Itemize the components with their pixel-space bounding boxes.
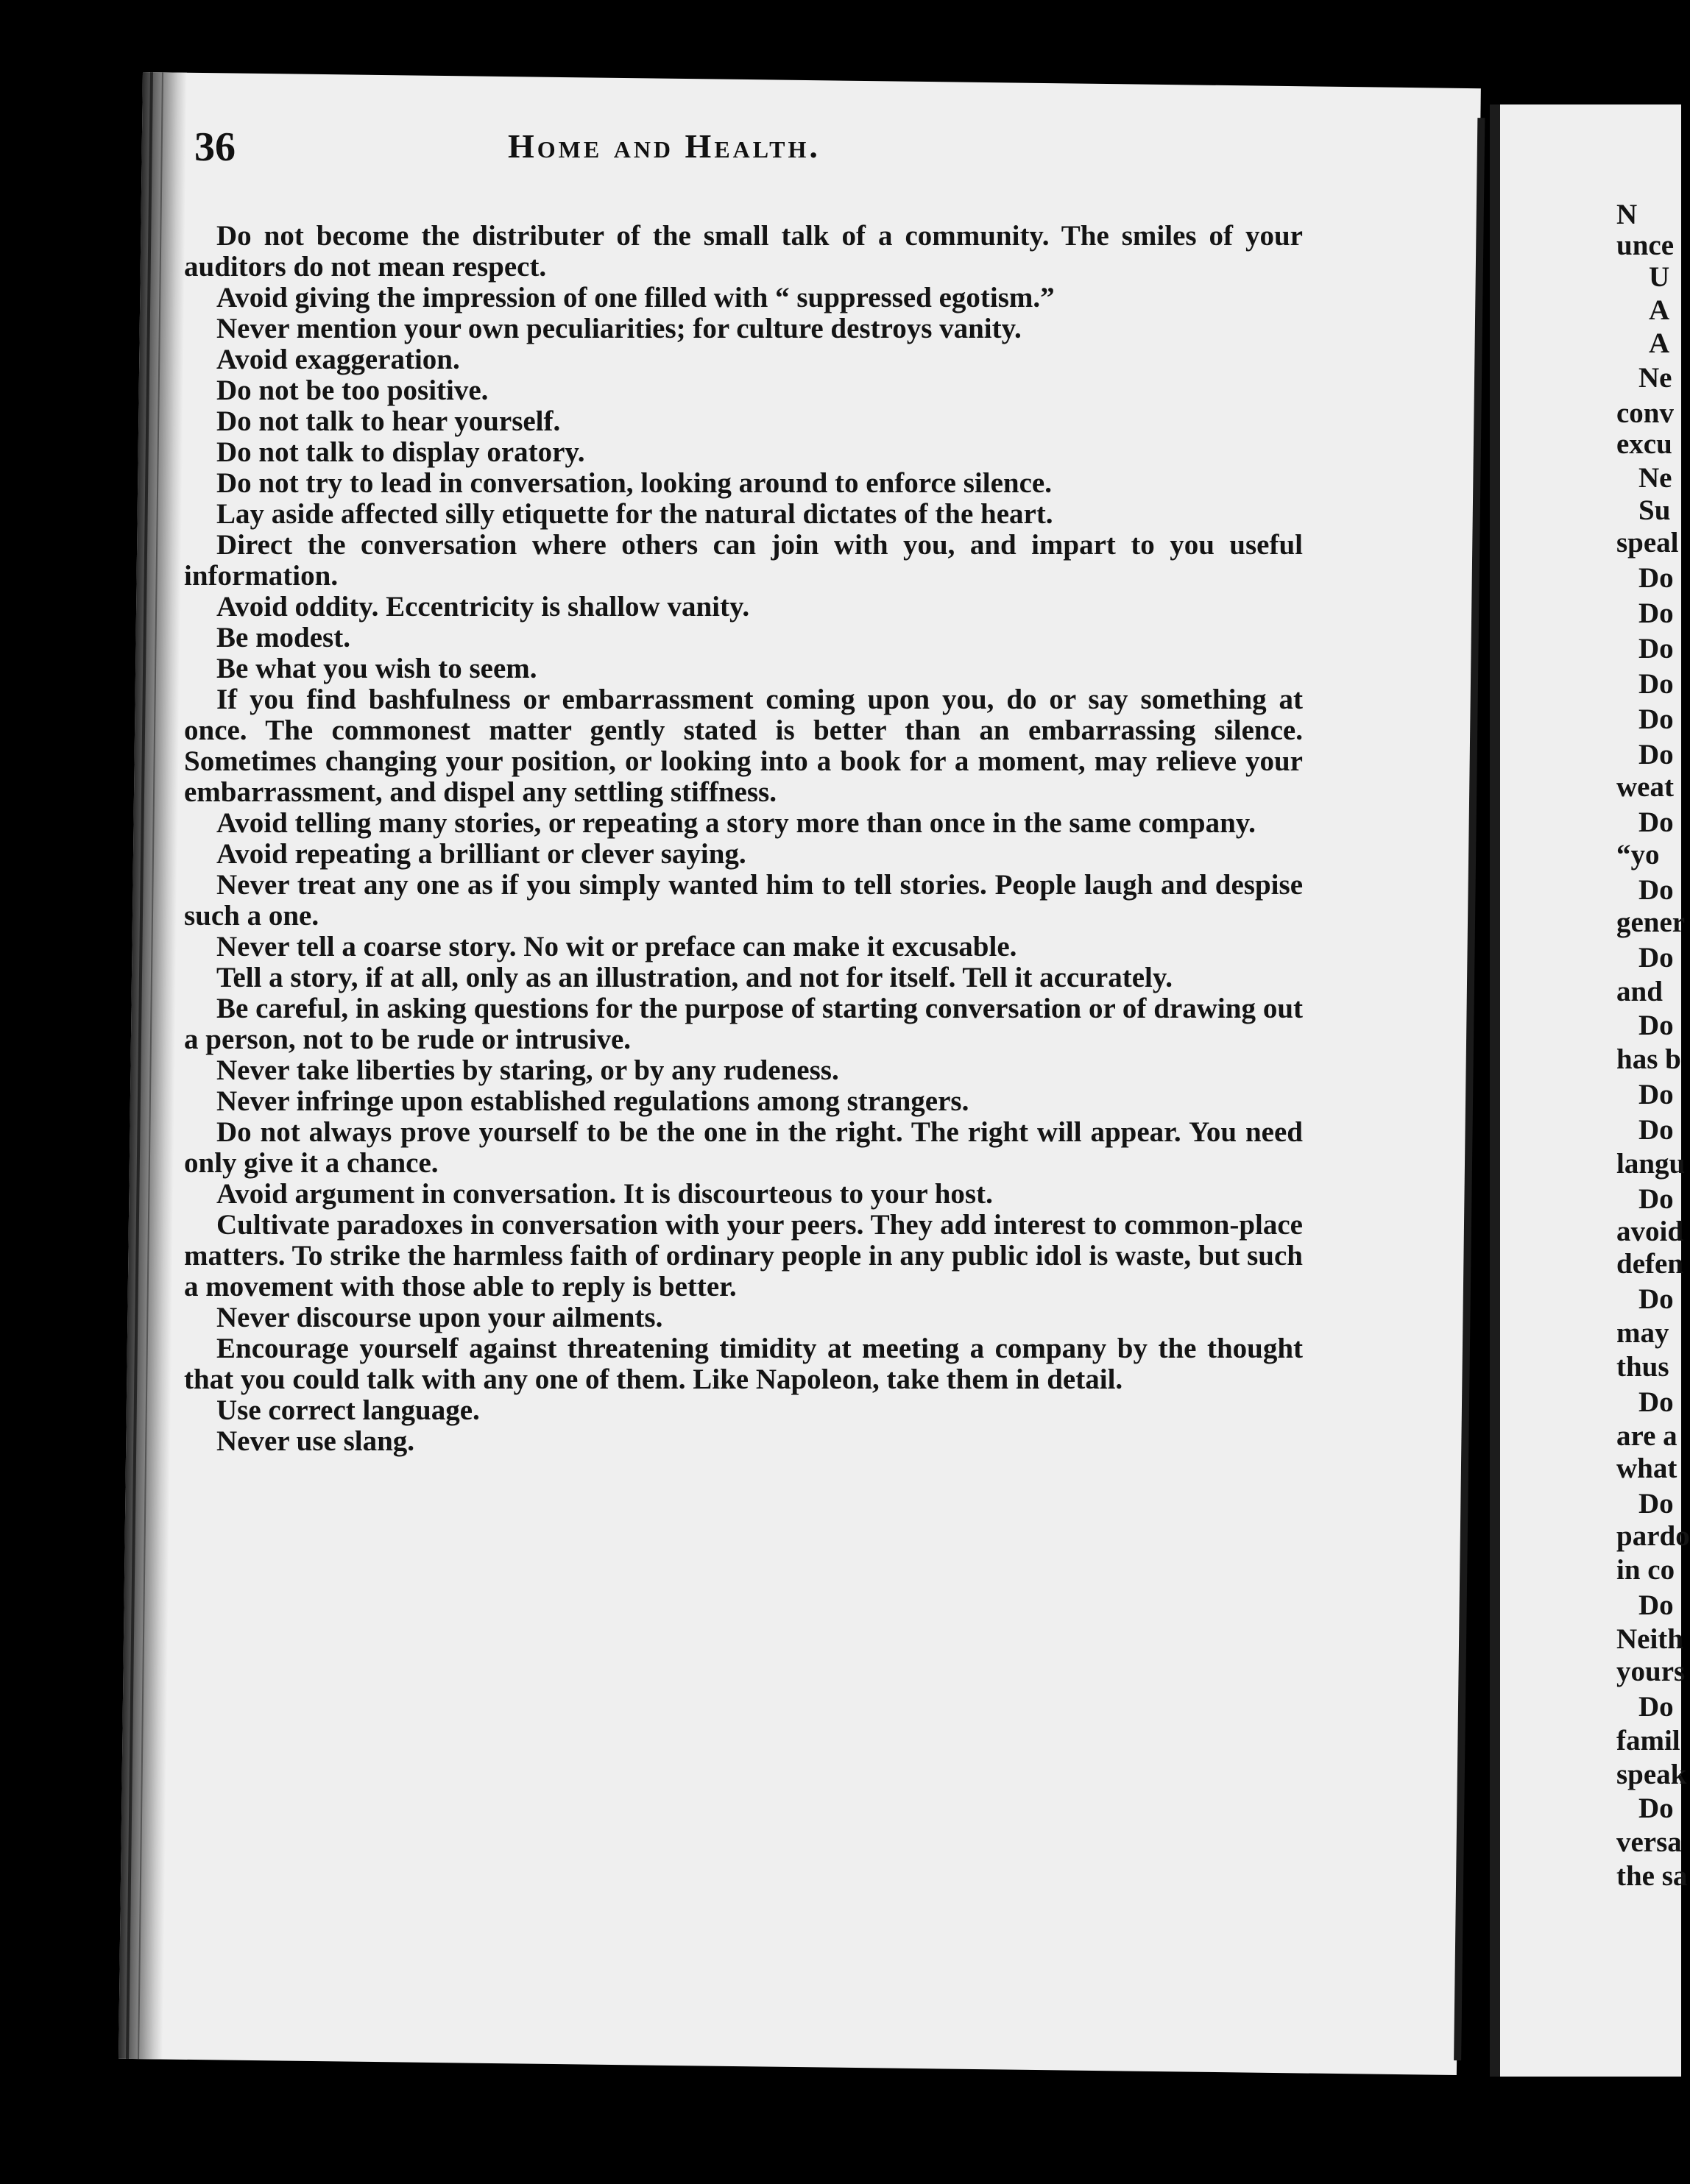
facing-page-line: and xyxy=(1616,976,1663,1007)
facing-page-line: avoid xyxy=(1616,1216,1684,1247)
facing-page-line: famil xyxy=(1616,1725,1680,1756)
body-text xyxy=(184,221,1303,1457)
facing-page-line: A xyxy=(1649,294,1670,326)
paragraph: Never tell a coarse story. No wit or preface can make it excusable. xyxy=(216,931,1017,962)
paragraph: Do not talk to hear yourself. xyxy=(216,405,561,437)
facing-page-line: Do xyxy=(1638,1488,1674,1520)
facing-page-line: has b xyxy=(1616,1043,1681,1075)
facing-page-line: Do xyxy=(1638,598,1674,629)
paragraph: Never infringe upon established regulations among strangers. xyxy=(216,1085,969,1117)
facing-page-line: Do xyxy=(1638,562,1674,594)
paragraph: Do not become the distributer of the small talk of a community. The smiles of your auditors do not mean respect. xyxy=(184,220,1303,283)
facing-page-line: langu xyxy=(1616,1148,1686,1180)
paragraph: Lay aside affected silly etiquette for the natural dictates of the heart. xyxy=(216,498,1053,530)
facing-page-line: the sa xyxy=(1616,1860,1688,1892)
facing-page-line: versa xyxy=(1616,1826,1682,1858)
facing-page-line: conv xyxy=(1616,397,1674,429)
facing-page-line: Do xyxy=(1638,1793,1674,1824)
paragraph: Do not talk to display oratory. xyxy=(216,436,585,468)
facing-page-line: Do xyxy=(1638,739,1674,770)
facing-page-line: defen xyxy=(1616,1248,1683,1280)
paragraph: Never take liberties by staring, or by any rudeness. xyxy=(216,1054,839,1086)
gutter-streak xyxy=(138,72,163,2059)
paragraph: Do not try to lead in conversation, looking around to enforce silence. xyxy=(216,467,1052,499)
facing-page-line: pardo xyxy=(1616,1520,1690,1552)
facing-page-line: “yo xyxy=(1616,839,1660,871)
paragraph: Never treat any one as if you simply wanted him to tell stories. People laugh and despise such a one. xyxy=(184,869,1303,932)
paragraph: Do not always prove yourself to be the one in the right. The right will appear. You need only give it a chance. xyxy=(184,1116,1303,1179)
facing-page-line: unce xyxy=(1616,230,1674,261)
facing-page-line: Ne xyxy=(1638,362,1672,394)
running-head: Home and Health. xyxy=(508,127,821,165)
paragraph: Avoid argument in conversation. It is discourteous to your host. xyxy=(216,1178,993,1210)
facing-page-line: Do xyxy=(1638,1283,1674,1315)
paragraph: Never use slang. xyxy=(216,1425,415,1457)
page-number: 36 xyxy=(194,124,236,170)
paragraph: Avoid telling many stories, or repeating a story more than once in the same company. xyxy=(216,807,1256,839)
facing-page-line: U xyxy=(1649,261,1670,293)
facing-page-line: in co xyxy=(1616,1554,1675,1586)
facing-page-line: Do xyxy=(1638,703,1674,735)
paragraph: Never mention your own peculiarities; for culture destroys vanity. xyxy=(216,313,1022,344)
paragraph: Use correct language. xyxy=(216,1394,480,1426)
facing-page-line: Do xyxy=(1638,1114,1674,1146)
facing-page-line: weat xyxy=(1616,771,1674,803)
page-edge xyxy=(1454,118,1485,2060)
facing-page-line: N xyxy=(1616,199,1638,230)
facing-page-line: A xyxy=(1649,327,1670,359)
paragraph: Never discourse upon your ailments. xyxy=(216,1302,663,1333)
paragraph: Avoid repeating a brilliant or clever saying. xyxy=(216,838,746,870)
facing-page-line: Do xyxy=(1638,633,1674,664)
paragraph: Avoid oddity. Eccentricity is shallow vanity. xyxy=(216,591,750,623)
facing-page-line: Do xyxy=(1638,874,1674,906)
facing-page-line: may xyxy=(1616,1317,1669,1349)
paragraph: Tell a story, if at all, only as an illustration, and not for itself. Tell it accurately. xyxy=(216,962,1173,993)
facing-page-line: Do xyxy=(1638,1589,1674,1621)
page-gutter-shadow xyxy=(119,72,187,2060)
facing-page-line: Do xyxy=(1638,1010,1674,1041)
facing-page-line: Ne xyxy=(1638,462,1672,494)
facing-page-gutter xyxy=(1490,104,1500,2077)
facing-page-line: Do xyxy=(1638,942,1674,974)
facing-page-line: are a xyxy=(1616,1420,1677,1452)
facing-page-line: excu xyxy=(1616,428,1672,460)
facing-page xyxy=(1490,104,1690,2077)
facing-page-line: what xyxy=(1616,1453,1677,1484)
facing-page-line: thus xyxy=(1616,1351,1669,1383)
facing-page-line: gener xyxy=(1616,907,1686,938)
facing-page-line: Do xyxy=(1638,1691,1674,1723)
facing-page-line: Do xyxy=(1638,806,1674,838)
paragraph: Cultivate paradoxes in conversation with your peers. They add interest to common-place matters. To strike the harmless faith of ordinary people in any public idol is waste, but such a movement with those able to reply is better. xyxy=(184,1209,1303,1302)
paragraph: Direct the conversation where others can join with you, and impart to you useful information. xyxy=(184,529,1303,592)
paragraph: Be what you wish to seem. xyxy=(216,653,537,684)
paragraph: Encourage yourself against threatening timidity at meeting a company by the thought that you could talk with any one of them. Like Napoleon, take them in detail. xyxy=(184,1333,1303,1395)
facing-page-line: Su xyxy=(1638,494,1671,526)
facing-page-line: Do xyxy=(1638,1079,1674,1110)
facing-page-line: Do xyxy=(1638,1386,1674,1418)
paragraph: If you find bashfulness or embarrassment coming upon you, do or say something at once. The commonest matter gently stated is better than an embarrassing silence. Sometimes changing your position, or looking into a book for a moment, may relieve your embarrassment, and dispel any settling stiffness. xyxy=(184,684,1303,808)
paragraph: Do not be too positive. xyxy=(216,375,489,406)
facing-page-line: Do xyxy=(1638,668,1674,700)
facing-page-line: speak xyxy=(1616,1759,1687,1790)
paragraph: Be modest. xyxy=(216,622,350,653)
gutter-streak xyxy=(126,72,153,2059)
facing-page-line: Do xyxy=(1638,1183,1674,1215)
paragraph: Avoid giving the impression of one filled with “ suppressed egotism.” xyxy=(216,282,1055,313)
paragraph: Avoid exaggeration. xyxy=(216,344,460,375)
facing-page-line: Neith xyxy=(1616,1623,1683,1655)
facing-page-line: speal xyxy=(1616,527,1679,559)
facing-page-line: yours xyxy=(1616,1656,1686,1687)
paragraph: Be careful, in asking questions for the purpose of starting conversation or of drawing out a person, not to be rude or intrusive. xyxy=(184,993,1303,1055)
